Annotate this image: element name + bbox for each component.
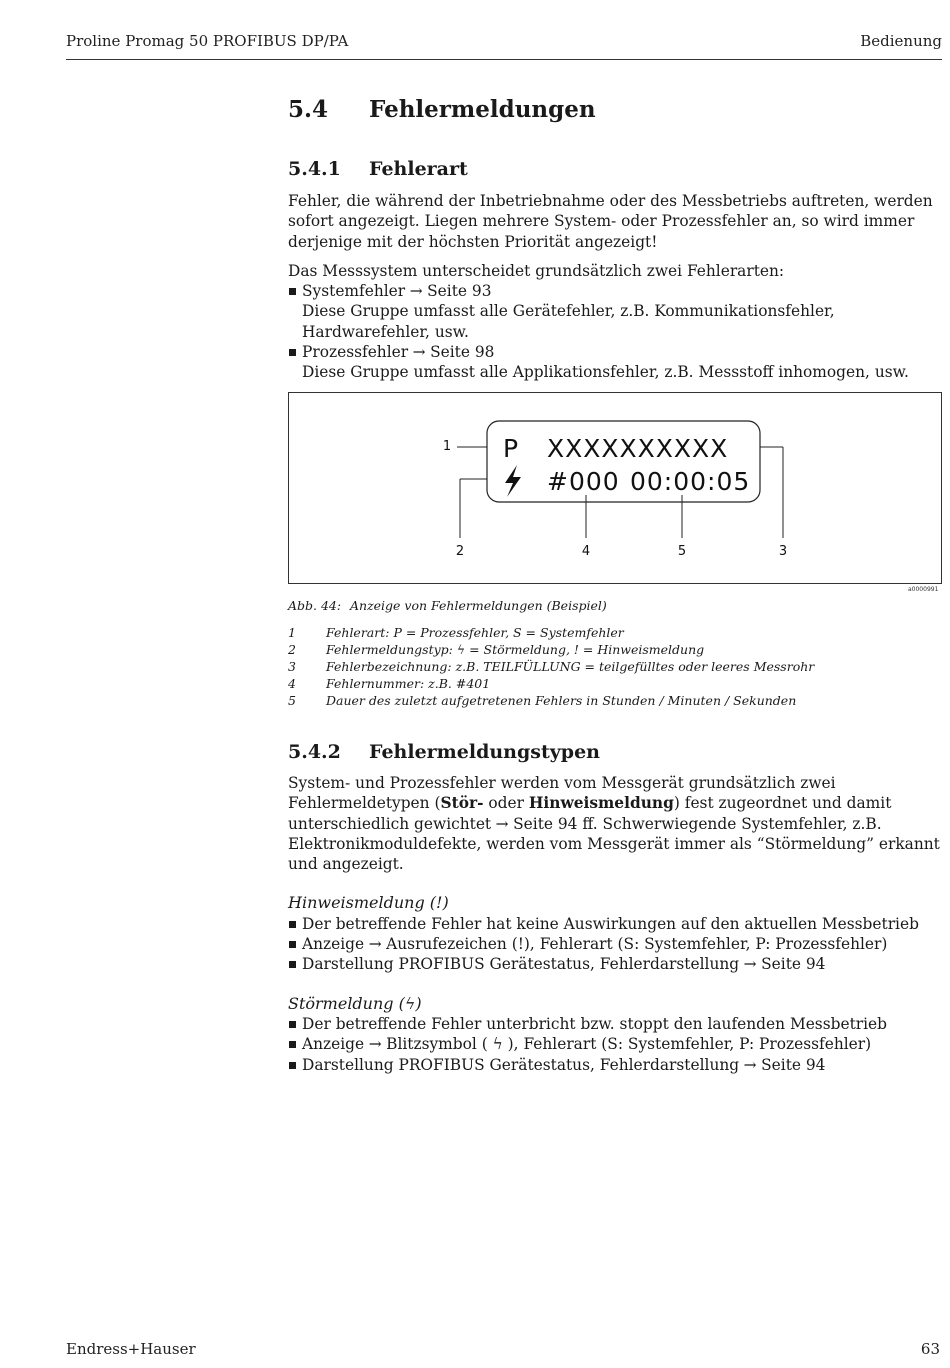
header-product: Proline Promag 50 PROFIBUS DP/PA <box>66 32 349 50</box>
callout-label-5: 5 <box>677 544 687 559</box>
legend-number: 2 <box>288 642 296 657</box>
subsection-number-1: 5.4.1 <box>288 158 341 180</box>
legend-row <box>288 641 814 658</box>
legend-number: 1 <box>288 625 296 640</box>
legend-text: Fehlerart: P = Prozessfehler, S = Systemfehler <box>326 625 624 640</box>
arrow-right-icon: → <box>368 935 382 954</box>
header-rule <box>66 59 942 60</box>
section-heading <box>288 96 596 123</box>
display-error-type: P <box>503 434 519 463</box>
bold-stoer: Stör- <box>440 794 484 813</box>
page-number: 63 <box>920 1340 940 1358</box>
figure-id: a0000991 <box>908 586 939 593</box>
header-chapter: Bedienung <box>860 32 942 50</box>
systemfehler-label: Systemfehler <box>302 282 406 301</box>
arrow-right-icon: → <box>743 955 757 974</box>
hinweis-page-link[interactable]: Seite 94 <box>761 955 826 974</box>
footer-company: Endress+Hauser <box>66 1340 196 1358</box>
prozessfehler-label: Prozessfehler <box>302 343 409 362</box>
subsection-heading-2 <box>288 741 600 763</box>
para-part-b: oder <box>488 794 524 813</box>
legend-row <box>288 692 814 709</box>
hinweis-anzeige: Anzeige <box>302 935 365 954</box>
caption-number: Abb. 44: <box>288 598 342 613</box>
legend-text: Fehlerbezeichnung: z.B. TEILFÜLLUNG = teilgefülltes oder leeres Messrohr <box>326 659 815 674</box>
stoermeldung-heading: Störmeldung (ϟ) <box>288 993 422 1013</box>
hinweis-item-1: Der betreffende Fehler hat keine Auswirkungen auf den aktuellen Messbetrieb <box>288 914 944 934</box>
caption-text: Anzeige von Fehlermeldungen (Beispiel) <box>350 598 607 613</box>
fehlerart-para-2: Das Messsystem unterscheidet grundsätzlich zwei Fehlerarten: <box>288 261 785 280</box>
fehlermeldungstypen-text <box>288 773 944 1075</box>
legend-text: Fehlernummer: z.B. #401 <box>326 676 491 691</box>
legend-number: 5 <box>288 693 296 708</box>
callout-label-4: 4 <box>581 544 591 559</box>
section-number: 5.4 <box>288 96 329 123</box>
systemfehler-desc: Diese Gruppe umfasst alle Gerätefehler, z.B. Kommunikationsfehler, Hardwarefehler, usw. <box>302 302 835 341</box>
legend-number: 4 <box>288 676 296 691</box>
arrow-right-icon: → <box>412 343 426 362</box>
arrow-right-icon: → <box>743 1055 757 1074</box>
arrow-right-icon: → <box>368 1035 382 1054</box>
legend-text: Dauer des zuletzt aufgetretenen Fehlers in Stunden / Minuten / Sekunden <box>326 693 797 708</box>
stoer-anzeige: Anzeige <box>302 1035 365 1054</box>
display-error-number: #000 <box>547 467 620 496</box>
legend-text: Fehlermeldungstyp: ϟ = Störmeldung, ! = Hinweismeldung <box>326 642 705 657</box>
hinweis-anzeige-desc: Ausrufezeichen (!), Fehlerart (S: Systemfehler, P: Prozessfehler) <box>386 935 888 954</box>
figure-legend <box>288 624 814 709</box>
display-error-name: XXXXXXXXXX <box>547 434 729 463</box>
legend-row <box>288 624 814 641</box>
callout-label-3: 3 <box>778 544 788 559</box>
callout-label-2: 2 <box>455 544 465 559</box>
subsection-heading-1 <box>288 158 468 180</box>
bold-hinweismeldung: Hinweismeldung <box>528 794 674 813</box>
stoer-darstellung: Darstellung PROFIBUS Gerätestatus, Fehlerdarstellung <box>302 1055 740 1074</box>
callout-label-1: 1 <box>442 439 452 454</box>
subsection-title-1: Fehlerart <box>369 158 468 180</box>
fehlermeldungstypen-para <box>288 773 944 874</box>
stoer-item-1: Der betreffende Fehler unterbricht bzw. stoppt den laufenden Messbetrieb <box>288 1014 944 1034</box>
arrow-right-icon: → <box>409 282 423 301</box>
stoer-item-3 <box>288 1055 944 1075</box>
lightning-bolt-icon <box>505 465 521 497</box>
hinweismeldung-heading: Hinweismeldung (!) <box>288 893 449 913</box>
legend-number: 3 <box>288 659 296 674</box>
para-page-link[interactable]: Seite 94 ff. <box>513 814 598 833</box>
hinweis-item-2 <box>288 934 944 954</box>
para-part-c: ) fest zugeordnet und damit unterschiedlich gewichtet <box>288 794 892 833</box>
legend-row <box>288 675 814 692</box>
prozessfehler-desc: Diese Gruppe umfasst alle Applikationsfehler, z.B. Messstoff inhomogen, usw. <box>302 363 909 382</box>
stoer-page-link[interactable]: Seite 94 <box>761 1055 826 1074</box>
hinweis-darstellung: Darstellung PROFIBUS Gerätestatus, Fehlerdarstellung <box>302 955 740 974</box>
para-part-a: System- und Prozessfehler werden vom Messgerät grundsätzlich zwei Fehlermeldetypen ( <box>288 774 836 813</box>
fehlerart-para-1: Fehler, die während der Inbetriebnahme oder des Messbetriebs auftreten, werden sofort angezeigt. Liegen mehrere System- oder Prozessfehler an, so wird immer derjenige mit der höchsten Priorität angezeigt! <box>288 192 933 251</box>
figure-caption <box>288 598 607 613</box>
list-item-prozessfehler <box>288 342 944 362</box>
subsection-number-2: 5.4.2 <box>288 741 341 763</box>
display-diagram <box>289 393 941 583</box>
list-item-systemfehler <box>288 281 944 301</box>
legend-row <box>288 658 814 675</box>
stoer-anzeige-desc: Blitzsymbol ( ϟ ), Fehlerart (S: Systemfehler, P: Prozessfehler) <box>386 1035 872 1054</box>
subsection-title-2: Fehlermeldungstypen <box>369 741 600 763</box>
display-error-time: 00:00:05 <box>630 467 751 496</box>
para-part-d: Schwerwiegende Systemfehler, z.B. Elektronikmoduldefekte, werden vom Messgerät immer als “Störmeldung” erkannt und angezeigt. <box>288 814 940 874</box>
prozessfehler-page-link[interactable]: Seite 98 <box>430 343 495 362</box>
systemfehler-page-link[interactable]: Seite 93 <box>427 282 492 301</box>
arrow-right-icon: → <box>495 814 509 833</box>
fehlerart-text <box>288 191 944 383</box>
hinweis-item-3 <box>288 954 944 974</box>
section-title: Fehlermeldungen <box>369 96 596 123</box>
stoer-item-2 <box>288 1034 944 1054</box>
display-figure <box>288 392 942 584</box>
